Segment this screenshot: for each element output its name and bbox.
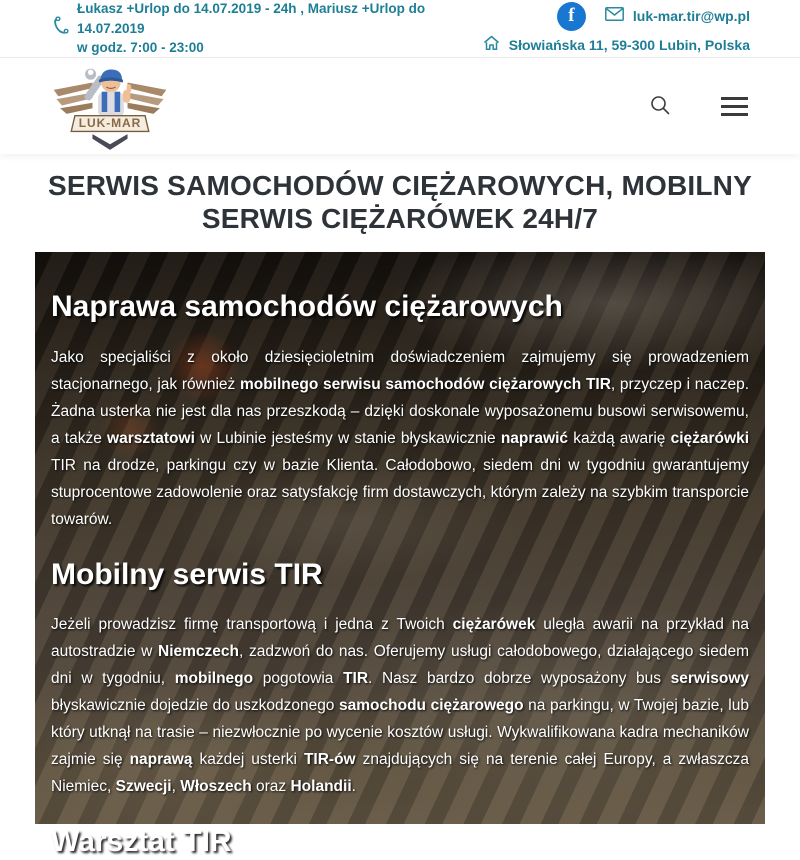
- section-paragraph-mobilny-serwis: Jeżeli prowadzisz firmę transportową i jedna z Twoich ciężarówek uległa awarii na przykład na autostradzie w Niemczech, zadzwoń do nas. Oferujemy usługi całodobowego, działającego siedem dni w tygodniu, mobilnego pogotowia TIR. Nasz bardzo dobrze wyposażony bus serwisowy błyskawicznie dojedzie do uszkodzonego samochodu ciężarowego na parkingu, w Twojej bazie, lub który utknął na trasie – niezwłocznie po wycenie kosztów usługi. Wykwalifikowana kadra mechaników zajmie się naprawą każdej usterki TIR-ów znajdujących się na terenie całej Europy, a zwłaszcza Niemiec, Szwecji, Włoszech oraz Holandii.: [51, 616, 750, 796]
- topbar-row-email: [557, 2, 750, 31]
- phone-schedule-line1: Łukasz +Urlop do 14.07.2019 - 24h , Mariusz +Urlop do 14.07.2019: [77, 1, 426, 36]
- section-paragraph-naprawa: Jako specjaliści z około dziesięcioletnim doświadczeniem zajmujemy się prowadzeniem stacjonarnego, jak również mobilnego serwisu samochodów ciężarowych TIR, przyczep i naczep. Żadna usterka nie jest dla nas przeszkodą – dzięki doskonale wyposażonemu busowi serwisowemu, a także warsztatowi w Lubinie jesteśmy w stanie błyskawicznie naprawić każdą awarię ciężarówki TIR na drodze, parkingu czy w bazie Klienta. Całodobowo, siedem dni w tygodniu gwarantujemy stuprocentowe zadowolenie oraz satysfakcję firm dostawczych, którym zależy na szybkim transporcie towarów.: [51, 348, 750, 528]
- logo-mechanic: [98, 70, 131, 118]
- home-icon: [483, 35, 500, 56]
- luk-mar-logo[interactable]: [50, 62, 170, 150]
- hamburger-menu-button[interactable]: [717, 93, 752, 120]
- top-contact-bar: [0, 0, 800, 58]
- section-heading-warsztat: Warsztat TIR: [51, 825, 232, 859]
- logo-chevron: [92, 134, 127, 150]
- logo-text: LUK-MAR: [78, 116, 142, 131]
- phone-icon: [52, 16, 68, 41]
- search-button[interactable]: [645, 90, 675, 123]
- page-title: SERWIS SAMOCHODÓW CIĘŻAROWYCH, MOBILNY SERWIS CIĘŻARÓWEK 24H/7: [48, 170, 752, 235]
- facebook-icon[interactable]: f: [557, 2, 586, 31]
- main-header: [0, 58, 800, 154]
- header-icons: [645, 90, 752, 123]
- topbar-row-address: [483, 35, 750, 56]
- phone-schedule-block: [52, 0, 477, 58]
- section-heading-naprawa: Naprawa samochodów ciężarowych: [51, 290, 563, 324]
- address-text: Słowiańska 11, 59-300 Lubin, Polska: [508, 37, 750, 53]
- email-icon: [605, 7, 624, 26]
- page-title-section: [0, 154, 800, 252]
- phone-schedule-text: [77, 0, 477, 58]
- truck-service-content-section: [35, 252, 765, 859]
- phone-schedule-line2: w godz. 7:00 - 23:00: [77, 40, 204, 56]
- logo-banner: [71, 116, 149, 132]
- topbar-contact-links: [483, 2, 750, 56]
- section-heading-mobilny-serwis: Mobilny serwis TIR: [51, 557, 323, 591]
- email-link[interactable]: luk-mar.tir@wp.pl: [632, 8, 750, 24]
